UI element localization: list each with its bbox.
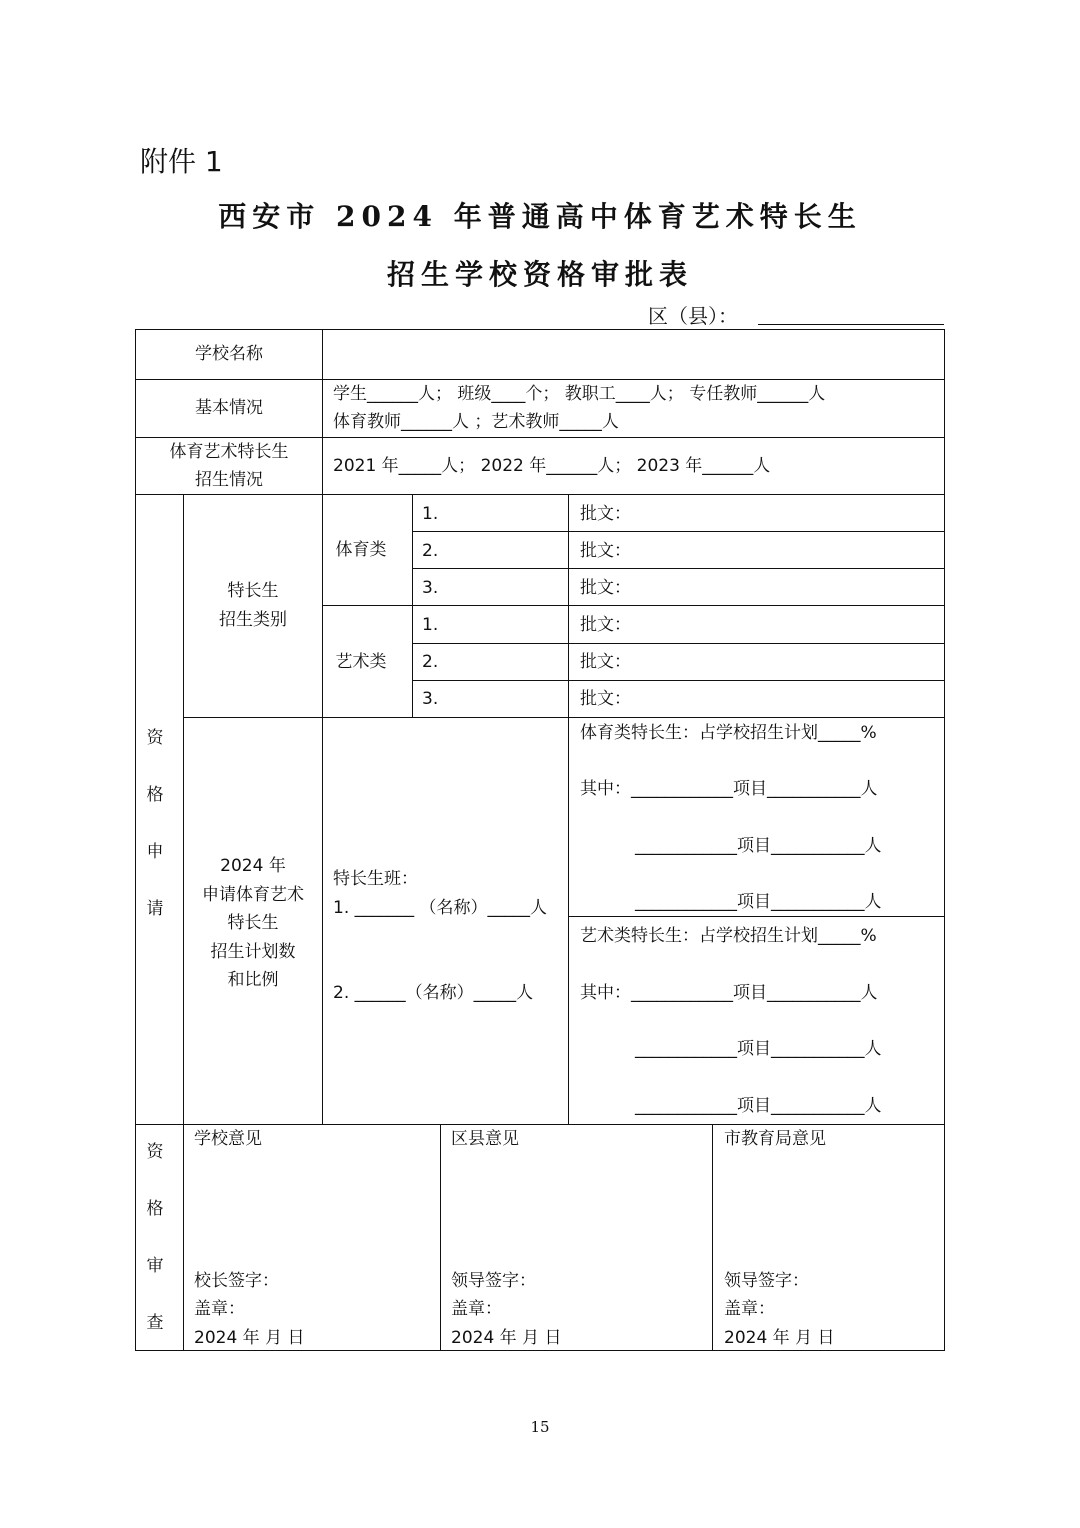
principal-sign[interactable]: 校长签字： [194, 1271, 279, 1291]
arts-project-2[interactable]: ____________项目___________人 [635, 1039, 882, 1059]
basic-info-label: 基本情况 [195, 398, 263, 418]
special-class-2[interactable]: 2. ______（名称）_____人 [333, 983, 534, 1003]
arts-item-1: 1. [422, 615, 439, 635]
plan-label: 2024 年 申请体育艺术 特长生 招生计划数 和比例 [202, 856, 304, 990]
arts-category-label: 艺术类 [335, 652, 387, 672]
city-date[interactable]: 2024 年 月 日 [724, 1328, 835, 1348]
city-opinion-label: 市教育局意见 [724, 1129, 826, 1149]
row-divider [183, 717, 945, 718]
city-leader-sign[interactable]: 领导签字： [724, 1271, 809, 1291]
district-opinion-label: 区县意见 [451, 1129, 519, 1149]
district-seal[interactable]: 盖章： [451, 1299, 502, 1319]
district-date[interactable]: 2024 年 月 日 [451, 1328, 562, 1348]
arts-ratio[interactable]: 艺术类特长生：占学校招生计划_____% [580, 926, 877, 946]
arts-item-3: 3. [422, 689, 439, 709]
district-label: 区（县）： [648, 304, 738, 328]
sports-project-3[interactable]: ____________项目___________人 [635, 892, 882, 912]
enroll-label-line1: 体育艺术特长生 [169, 442, 289, 462]
special-class-heading: 特长生班： [333, 869, 418, 889]
col-divider [440, 1124, 441, 1351]
district-leader-sign[interactable]: 领导签字： [451, 1271, 536, 1291]
sports-category-label: 体育类 [335, 540, 387, 560]
attachment-label: 附件 1 [140, 145, 223, 178]
application-side-label: 资 格 申 请 [146, 728, 164, 919]
row-divider [568, 916, 945, 917]
approval-label: 批文： [580, 541, 631, 561]
sports-item-2: 2. [422, 541, 439, 561]
row-divider [412, 568, 945, 569]
sports-project-2[interactable]: ____________项目___________人 [635, 836, 882, 856]
approval-label: 批文： [580, 578, 631, 598]
page-number: 15 [530, 1418, 550, 1436]
district-field[interactable] [758, 324, 944, 325]
row-divider [412, 680, 945, 681]
row-divider [135, 1124, 945, 1125]
city-seal[interactable]: 盖章： [724, 1299, 775, 1319]
row-divider [135, 437, 945, 438]
category-label-line2: 招生类别 [219, 610, 287, 630]
arts-project-3[interactable]: ____________项目___________人 [635, 1096, 882, 1116]
arts-project-1[interactable]: 其中：____________项目___________人 [580, 983, 878, 1003]
school-seal[interactable]: 盖章： [194, 1299, 245, 1319]
row-divider [412, 531, 945, 532]
arts-item-2: 2. [422, 652, 439, 672]
row-divider [135, 494, 945, 495]
sports-item-3: 3. [422, 578, 439, 598]
sports-project-1[interactable]: 其中：____________项目___________人 [580, 779, 878, 799]
sports-ratio[interactable]: 体育类特长生：占学校招生计划_____% [580, 723, 877, 743]
approval-label: 批文： [580, 652, 631, 672]
special-class-1[interactable]: 1. _______ （名称）_____人 [333, 898, 548, 918]
review-side-label: 资 格 审 查 [146, 1142, 164, 1333]
approval-label: 批文： [580, 689, 631, 709]
row-divider [322, 605, 945, 606]
enroll-label-line2: 招生情况 [195, 470, 263, 490]
col-divider [412, 494, 413, 717]
form-title-line2: 招生学校资格审批表 [386, 258, 693, 291]
sports-item-1: 1. [422, 504, 439, 524]
form-title-line1: 西安市 2024 年普通高中体育艺术特长生 [218, 200, 862, 233]
basic-info-line2[interactable]: 体育教师______人 ；艺术教师_____人 [333, 412, 619, 432]
row-divider [412, 643, 945, 644]
school-date[interactable]: 2024 年 月 日 [194, 1328, 305, 1348]
school-name-label: 学校名称 [195, 344, 263, 364]
col-divider [712, 1124, 713, 1351]
col-divider [322, 329, 323, 1124]
school-name-field[interactable] [326, 333, 941, 375]
enroll-history[interactable]: 2021 年_____人； 2022 年______人； 2023 年______人 [333, 456, 771, 476]
approval-label: 批文： [580, 504, 631, 524]
col-divider [568, 494, 569, 1124]
category-label-line1: 特长生 [227, 581, 279, 601]
basic-info-line1[interactable]: 学生______人； 班级____个； 教职工____人； 专任教师______人 [333, 384, 826, 404]
school-opinion-label: 学校意见 [194, 1129, 262, 1149]
approval-label: 批文： [580, 615, 631, 635]
row-divider [135, 379, 945, 380]
